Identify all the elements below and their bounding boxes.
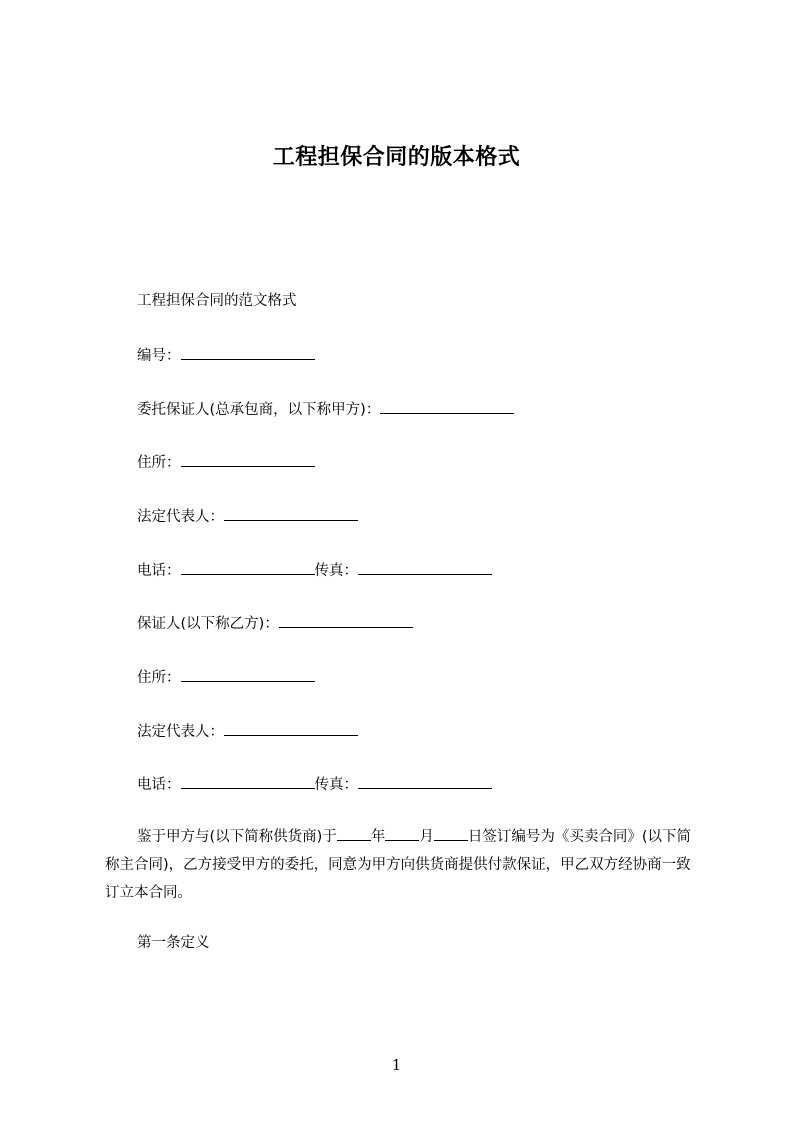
principal-label: 委托保证人(总承包商，以下称甲方)：: [137, 402, 381, 418]
fax1-label: 传真：: [314, 563, 358, 579]
principal-blank: [380, 399, 514, 414]
recital-part1: 鉴于甲方与(以下简称供货商)于: [137, 829, 337, 845]
fax2-label: 传真：: [314, 777, 358, 793]
number-label: 编号：: [137, 348, 181, 364]
fax2-blank: [358, 774, 492, 789]
guarantor-blank: [279, 613, 413, 628]
recital-part2: 日签订编号为《买卖合同》(以下简称主合同)，乙方接受甲方的委托，同意为甲方向供货商提供付款保证，甲乙双方经协商一致订立本合同。: [105, 829, 691, 901]
day-blank: [434, 826, 468, 841]
article-1-heading: 第一条定义: [137, 935, 210, 951]
phone1-label: 电话：: [137, 563, 181, 579]
recital-paragraph: [105, 823, 705, 907]
legal-rep1-line: [137, 506, 358, 527]
address2-label: 住所：: [137, 670, 181, 686]
year-label: 年: [370, 829, 386, 845]
phone2-blank: [181, 774, 315, 789]
page-number: 1: [391, 1056, 402, 1074]
address2-blank: [181, 667, 315, 682]
phone2-label: 电话：: [137, 777, 181, 793]
address1-blank: [181, 452, 315, 467]
month-label: 月: [419, 829, 434, 845]
address1-label: 住所：: [137, 455, 181, 471]
guarantor-label: 保证人(以下称乙方)：: [137, 616, 279, 632]
address2-line: [137, 667, 315, 688]
year-blank: [337, 826, 371, 841]
number-line: [137, 345, 315, 366]
principal-line: [137, 399, 514, 420]
document-title: 工程担保合同的版本格式: [272, 145, 521, 170]
legal-rep1-label: 法定代表人：: [137, 509, 224, 525]
guarantor-line: [137, 613, 413, 634]
subtitle: 工程担保合同的范文格式: [137, 293, 297, 309]
phone-fax2-line: [137, 774, 492, 795]
number-blank: [181, 345, 315, 360]
fax1-blank: [358, 560, 492, 575]
legal-rep2-line: [137, 721, 358, 742]
legal-rep1-blank: [224, 506, 358, 521]
legal-rep2-label: 法定代表人：: [137, 724, 224, 740]
legal-rep2-blank: [224, 721, 358, 736]
month-blank: [385, 826, 419, 841]
phone1-blank: [181, 560, 315, 575]
phone-fax1-line: [137, 560, 492, 581]
address1-line: [137, 452, 315, 473]
